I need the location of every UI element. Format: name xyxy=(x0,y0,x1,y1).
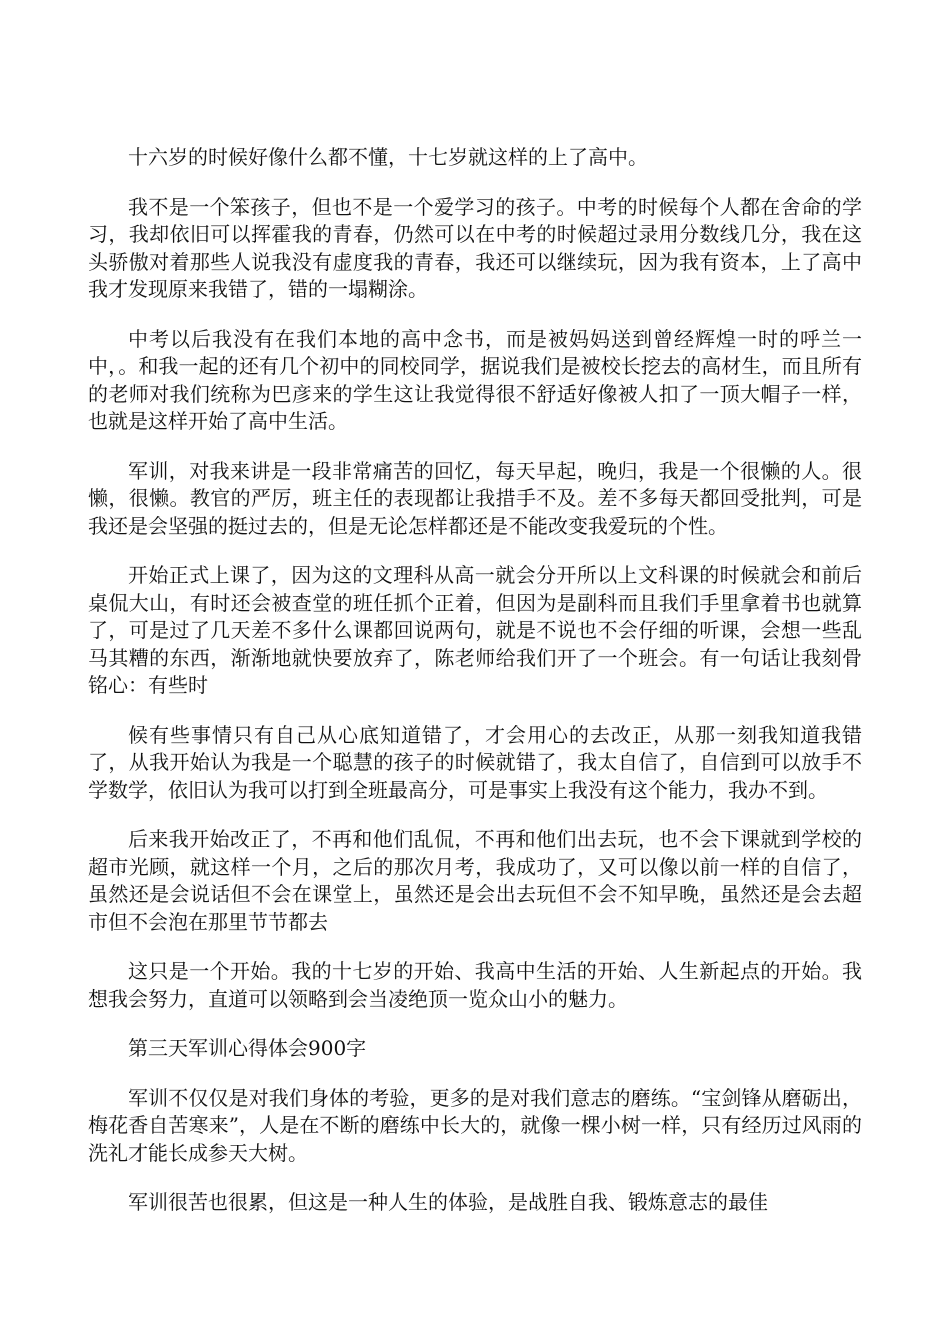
paragraph: 军训，对我来讲是一段非常痛苦的回忆，每天早起，晚归，我是一个很懒的人。很懒，很懒。教官的严厉，班主任的表现都让我措手不及。差不多每天都回受批判，可是我还是会坚强的挺过去的，但是无论怎样都还是不能改变我爱玩的个性。 xyxy=(88,458,862,538)
paragraph: 军训不仅仅是对我们身体的考验，更多的是对我们意志的磨练。“宝剑锋从磨砺出，梅花香自苦寒来”，人是在不断的磨练中长大的，就像一棵小树一样，只有经历过风雨的洗礼才能长成参天大树。 xyxy=(88,1085,862,1165)
paragraph: 中考以后我没有在我们本地的高中念书，而是被妈妈送到曾经辉煌一时的呼兰一中，。和我一起的还有几个初中的同校同学，据说我们是被校长挖去的高材生，而且所有的老师对我们统称为巴彦来的学生这让我觉得很不舒适好像被人扣了一顶大帽子一样，也就是这样开始了高中生活。 xyxy=(88,326,862,433)
paragraph: 候有些事情只有自己从心底知道错了，才会用心的去改正，从那一刻我知道我错了，从我开始认为我是一个聪慧的孩子的时候就错了，我太自信了，自信到可以放手不学数学，依旧认为我可以打到全班最高分，可是事实上我没有这个能力，我办不到。 xyxy=(88,722,862,802)
paragraph: 开始正式上课了，因为这的文理科从高一就会分开所以上文科课的时候就会和前后桌侃大山，有时还会被查堂的班任抓个正着，但因为是副科而且我们手里拿着书也就算了，可是过了几天差不多什么课都回说两句，就是不说也不会仔细的听课，会想一些乱马其糟的东西，渐渐地就快要放弃了，陈老师给我们开了一个班会。有一句话让我刻骨铭心：有些时 xyxy=(88,563,862,697)
paragraph: 这只是一个开始。我的十七岁的开始、我高中生活的开始、人生新起点的开始。我想我会努力，直道可以领略到会当凌绝顶一览众山小的魅力。 xyxy=(88,959,862,1011)
paragraph: 十六岁的时候好像什么都不懂，十七岁就这样的上了高中。 xyxy=(128,145,648,169)
paragraph: 后来我开始改正了，不再和他们乱侃，不再和他们出去玩，也不会下课就到学校的超市光顾，就这样一个月，之后的那次月考，我成功了，又可以像以前一样的自信了，虽然还是会说话但不会在课堂上，虽然还是会出去玩但不会不知早晚，虽然还是会去超市但不会泡在那里节节都去 xyxy=(88,827,862,934)
document-body xyxy=(88,144,862,1239)
section-heading: 第三天军训心得体会900字 xyxy=(128,1036,367,1060)
paragraph: 我不是一个笨孩子，但也不是一个爱学习的孩子。中考的时候每个人都在舍命的学习，我却依旧可以挥霍我的青春，仍然可以在中考的时候超过录用分数线几分，我在这头骄傲对着那些人说我没有虚度我的青春，我还可以继续玩，因为我有资本，上了高中我才发现原来我错了，错的一塌糊涂。 xyxy=(88,194,862,301)
paragraph: 军训很苦也很累，但这是一种人生的体验，是战胜自我、锻炼意志的最佳 xyxy=(128,1190,768,1214)
